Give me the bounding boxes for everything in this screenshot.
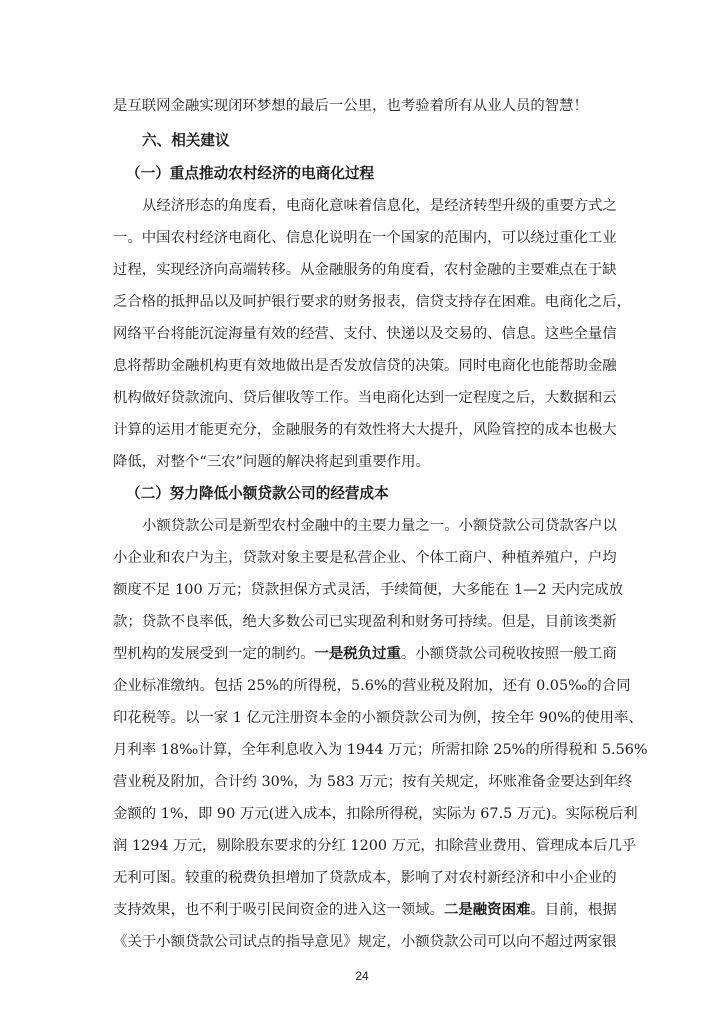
text-line: 金额的 1%，即 90 万元(进入成本，扣除所得税，实际为 67.5 万元)。实际税后利	[113, 806, 638, 822]
text-run: 支持效果，也不利于吸引民间资金的进入这一领域。	[113, 902, 444, 918]
text-line: 印花税等。以一家 1 亿元注册资本金的小额贷款公司为例，按全年 90%的使用率、	[113, 710, 643, 726]
text-line: 企业标准缴纳。包括 25%的所得税，5.6%的营业税及附加，还有 0.05‰的合同	[113, 678, 631, 694]
text-line: 款；贷款不良率低，绝大多数公司已实现盈利和财务可持续。但是，目前该类新	[113, 614, 617, 630]
text-line: 是互联网金融实现闭环梦想的最后一公里，也考验着所有从业人员的智慧！	[113, 98, 588, 114]
text-line: 月利率 18‰计算，全年利息收入为 1944 万元；所需扣除 25%的所得税和 5.56%	[113, 742, 648, 758]
text-line: 无利可图。较重的税费负担增加了贷款成本，影响了对农村新经济和中小企业的	[113, 870, 617, 886]
text-run: 。小额贷款公司税收按照一般工商	[400, 646, 617, 662]
subsection-heading-1: （一）重点推动农村经济的电商化过程	[126, 165, 375, 182]
text-run: 。目前，根据	[530, 902, 617, 918]
text-line: 息将帮助金融机构更有效地做出是否发放信贷的决策。同时电商化也能帮助金融	[113, 358, 617, 374]
bold-phrase: 二是融资困难	[444, 901, 531, 918]
text-line: 机构做好贷款流向、贷后催收等工作。当电商化达到一定程度之后，大数据和云	[113, 390, 617, 406]
text-line: 《关于小额贷款公司试点的指导意见》规定，小额贷款公司可以向不超过两家银	[113, 934, 617, 950]
text-line: 过程，实现经济向高端转移。从金融服务的角度看，农村金融的主要难点在于缺	[113, 262, 617, 278]
text-line: 一。中国农村经济电商化、信息化说明在一个国家的范围内，可以绕过重化工业	[113, 230, 617, 246]
text-line: 降低，对整个“三农”问题的解决将起到重要作用。	[113, 454, 430, 470]
text-line-mixed	[113, 900, 617, 920]
text-line-mixed	[113, 644, 617, 664]
text-line: 网络平台将能沉淀海量有效的经营、支付、快递以及交易的、信息。这些全量信	[113, 326, 617, 342]
bold-phrase: 一是税负过重	[314, 645, 401, 662]
text-line: 润 1294 万元，剔除股东要求的分红 1200 万元，扣除营业费用、管理成本后几乎	[113, 838, 637, 854]
section-heading: 六、相关建议	[142, 132, 230, 149]
text-line: 额度不足 100 万元；贷款担保方式灵活，手续简便，大多能在 1—2 天内完成放	[113, 582, 624, 598]
text-run: 型机构的发展受到一定的制约。	[113, 646, 315, 662]
text-line: 小企业和农户为主，贷款对象主要是私营企业、个体工商户、种植养殖户，户均	[113, 550, 617, 566]
text-line: 计算的运用才能更充分，金融服务的有效性将大大提升，风险管控的成本也极大	[113, 422, 617, 438]
text-line: 营业税及附加，合计约 30%，为 583 万元；按有关规定，坏账准备金要达到年终	[113, 774, 633, 790]
subsection-heading-2: （二）努力降低小额贷款公司的经营成本	[126, 485, 389, 502]
text-line: 乏合格的抵押品以及呵护银行要求的财务报表，信贷支持存在困难。电商化之后，	[113, 294, 632, 310]
text-line: 小额贷款公司是新型农村金融中的主要力量之一。小额贷款公司贷款客户以	[142, 518, 617, 534]
page-number: 24	[355, 969, 369, 983]
text-line: 从经济形态的角度看，电商化意味着信息化，是经济转型升级的重要方式之	[142, 198, 617, 214]
